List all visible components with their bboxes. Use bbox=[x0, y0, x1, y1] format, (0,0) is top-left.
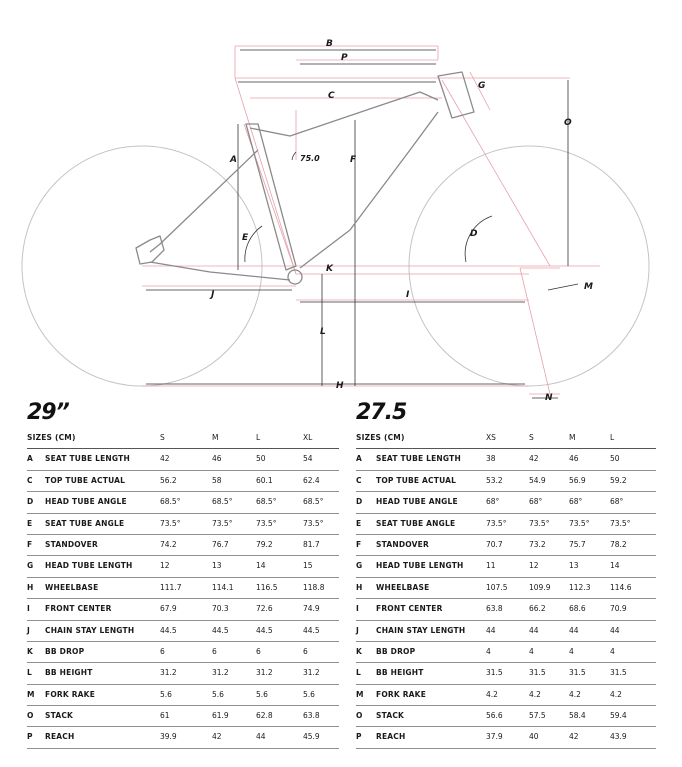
row-value-size-4: 31.5 bbox=[610, 668, 627, 678]
row-value-size-3: 44 bbox=[256, 732, 266, 742]
dimension-letter-labels bbox=[209, 39, 593, 400]
row-value-size-1: 68.5° bbox=[160, 497, 181, 507]
row-code: G bbox=[356, 561, 363, 571]
row-value-size-3: 4.2 bbox=[569, 689, 581, 699]
row-value-size-3: 68.5° bbox=[256, 497, 277, 507]
row-code: L bbox=[27, 668, 32, 678]
row-name: HEAD TUBE LENGTH bbox=[45, 561, 133, 571]
table-row bbox=[356, 642, 656, 663]
row-value-size-4: 114.6 bbox=[610, 582, 632, 592]
header-size-1: S bbox=[160, 433, 165, 442]
row-value-size-2: 70.3 bbox=[212, 604, 229, 614]
table-row bbox=[27, 471, 339, 492]
row-value-size-3: 75.7 bbox=[569, 539, 586, 549]
row-value-size-1: 31.2 bbox=[160, 668, 177, 678]
row-value-size-4: 73.5° bbox=[610, 518, 631, 528]
row-value-size-2: 31.2 bbox=[212, 668, 229, 678]
row-value-size-2: 13 bbox=[212, 561, 222, 571]
table-row bbox=[356, 492, 656, 513]
row-value-size-2: 73.5° bbox=[529, 518, 550, 528]
row-name: TOP TUBE ACTUAL bbox=[376, 475, 457, 485]
svg-text:C: C bbox=[328, 91, 335, 101]
table-row bbox=[27, 727, 339, 748]
table-header-row bbox=[27, 428, 339, 449]
row-code: K bbox=[356, 646, 362, 656]
row-name: STACK bbox=[376, 711, 405, 721]
header-size-3: L bbox=[256, 433, 261, 442]
table-row bbox=[356, 449, 656, 470]
row-value-size-3: 31.5 bbox=[569, 668, 586, 678]
row-value-size-4: 31.2 bbox=[303, 668, 320, 678]
row-value-size-4: 44 bbox=[610, 625, 620, 635]
row-name: TOP TUBE ACTUAL bbox=[45, 475, 126, 485]
row-value-size-4: 59.2 bbox=[610, 475, 627, 485]
row-code: E bbox=[356, 518, 362, 528]
row-value-size-3: 60.1 bbox=[256, 475, 273, 485]
row-code: C bbox=[356, 475, 362, 485]
row-value-size-4: 118.8 bbox=[303, 582, 325, 592]
table-row bbox=[356, 535, 656, 556]
table-row bbox=[356, 663, 656, 684]
row-value-size-4: 68.5° bbox=[303, 497, 324, 507]
dimension-lines bbox=[142, 46, 600, 394]
row-value-size-4: 78.2 bbox=[610, 539, 627, 549]
table-row bbox=[356, 578, 656, 599]
row-value-size-2: 58 bbox=[212, 475, 222, 485]
row-value-size-2: 12 bbox=[529, 561, 539, 571]
seat-angle-label: 75.0 bbox=[300, 154, 320, 163]
row-value-size-1: 38 bbox=[486, 454, 496, 464]
table-row bbox=[356, 556, 656, 577]
table-row bbox=[27, 514, 339, 535]
row-value-size-1: 44 bbox=[486, 625, 496, 635]
seat-tube bbox=[246, 124, 296, 270]
measure-arrows bbox=[146, 50, 578, 398]
row-value-size-1: 56.2 bbox=[160, 475, 177, 485]
row-name: BB DROP bbox=[376, 646, 416, 656]
rear-dropout bbox=[136, 236, 164, 264]
row-value-size-4: 63.8 bbox=[303, 711, 320, 721]
row-code: F bbox=[356, 539, 362, 549]
row-value-size-4: 74.9 bbox=[303, 604, 320, 614]
row-name: HEAD TUBE LENGTH bbox=[376, 561, 464, 571]
row-value-size-3: 4 bbox=[569, 646, 574, 656]
row-name: FORK RAKE bbox=[376, 689, 427, 699]
row-value-size-3: 6 bbox=[256, 646, 261, 656]
row-code: F bbox=[27, 539, 33, 549]
row-value-size-3: 68° bbox=[569, 497, 583, 507]
row-code: I bbox=[356, 604, 359, 614]
row-value-size-4: 4 bbox=[610, 646, 615, 656]
row-value-size-2: 5.6 bbox=[212, 689, 224, 699]
row-value-size-2: 44.5 bbox=[212, 625, 229, 635]
row-value-size-3: 73.5° bbox=[256, 518, 277, 528]
svg-text:D: D bbox=[470, 229, 478, 239]
row-name: FRONT CENTER bbox=[45, 604, 112, 614]
row-value-size-4: 81.7 bbox=[303, 539, 320, 549]
row-name: SEAT TUBE LENGTH bbox=[45, 454, 130, 464]
table-row bbox=[27, 578, 339, 599]
table-row bbox=[356, 706, 656, 727]
svg-text:O: O bbox=[564, 118, 572, 128]
header-size-4: L bbox=[610, 433, 615, 442]
row-name: REACH bbox=[376, 732, 406, 742]
row-value-size-4: 5.6 bbox=[303, 689, 315, 699]
row-value-size-2: 66.2 bbox=[529, 604, 546, 614]
table-row bbox=[356, 727, 656, 748]
svg-text:A: A bbox=[230, 155, 237, 165]
table-row bbox=[356, 685, 656, 706]
table-row bbox=[27, 535, 339, 556]
row-code: O bbox=[356, 711, 363, 721]
row-value-size-2: 54.9 bbox=[529, 475, 546, 485]
table-row bbox=[27, 492, 339, 513]
row-value-size-4: 62.4 bbox=[303, 475, 320, 485]
header-size-2: S bbox=[529, 433, 534, 442]
row-value-size-1: 12 bbox=[160, 561, 170, 571]
header-sizes: SIZES (CM) bbox=[356, 433, 405, 442]
geometry-table-27-5 bbox=[356, 398, 656, 749]
row-value-size-2: 44 bbox=[529, 625, 539, 635]
row-name: BB DROP bbox=[45, 646, 85, 656]
svg-text:L: L bbox=[320, 327, 326, 337]
row-value-size-2: 4.2 bbox=[529, 689, 541, 699]
table-row bbox=[27, 685, 339, 706]
row-name: STANDOVER bbox=[376, 539, 429, 549]
row-value-size-2: 57.5 bbox=[529, 711, 546, 721]
row-value-size-1: 111.7 bbox=[160, 582, 182, 592]
row-value-size-2: 61.9 bbox=[212, 711, 229, 721]
row-name: STANDOVER bbox=[45, 539, 98, 549]
table-header-row bbox=[356, 428, 656, 449]
row-code: J bbox=[27, 625, 30, 635]
row-value-size-2: 40 bbox=[529, 732, 539, 742]
svg-text:G: G bbox=[478, 81, 486, 91]
row-value-size-2: 68° bbox=[529, 497, 543, 507]
row-value-size-1: 70.7 bbox=[486, 539, 503, 549]
chain-stay bbox=[150, 262, 290, 280]
bike-frame bbox=[136, 72, 474, 284]
header-size-2: M bbox=[212, 433, 219, 442]
row-value-size-2: 42 bbox=[529, 454, 539, 464]
row-value-size-4: 50 bbox=[610, 454, 620, 464]
row-value-size-3: 44.5 bbox=[256, 625, 273, 635]
row-code: D bbox=[27, 497, 34, 507]
top-tube bbox=[250, 92, 438, 136]
row-value-size-3: 116.5 bbox=[256, 582, 278, 592]
row-value-size-4: 14 bbox=[610, 561, 620, 571]
row-name: BB HEIGHT bbox=[376, 668, 424, 678]
row-value-size-4: 45.9 bbox=[303, 732, 320, 742]
row-name: STACK bbox=[45, 711, 74, 721]
row-code: P bbox=[27, 732, 33, 742]
row-value-size-3: 68.6 bbox=[569, 604, 586, 614]
row-value-size-1: 107.5 bbox=[486, 582, 508, 592]
row-value-size-1: 73.5° bbox=[486, 518, 507, 528]
header-size-3: M bbox=[569, 433, 576, 442]
row-name: WHEELBASE bbox=[376, 582, 430, 592]
row-value-size-1: 4.2 bbox=[486, 689, 498, 699]
svg-text:M: M bbox=[584, 282, 593, 292]
row-value-size-3: 46 bbox=[569, 454, 579, 464]
row-value-size-3: 5.6 bbox=[256, 689, 268, 699]
down-tube bbox=[300, 112, 438, 268]
row-value-size-3: 13 bbox=[569, 561, 579, 571]
row-code: K bbox=[27, 646, 33, 656]
row-code: P bbox=[356, 732, 362, 742]
svg-text:P: P bbox=[341, 53, 348, 63]
row-name: SEAT TUBE ANGLE bbox=[45, 518, 125, 528]
row-value-size-2: 73.5° bbox=[212, 518, 233, 528]
row-value-size-4: 15 bbox=[303, 561, 313, 571]
table-row bbox=[27, 599, 339, 620]
geometry-table-29 bbox=[27, 398, 339, 749]
row-code: J bbox=[356, 625, 359, 635]
row-value-size-1: 63.8 bbox=[486, 604, 503, 614]
row-name: SEAT TUBE ANGLE bbox=[376, 518, 456, 528]
table-title-29: 29” bbox=[27, 400, 69, 425]
row-name: FRONT CENTER bbox=[376, 604, 443, 614]
table-row bbox=[27, 642, 339, 663]
table-row bbox=[27, 621, 339, 642]
row-value-size-4: 4.2 bbox=[610, 689, 622, 699]
row-code: M bbox=[27, 689, 35, 699]
svg-text:K: K bbox=[326, 264, 333, 274]
row-value-size-4: 43.9 bbox=[610, 732, 627, 742]
row-value-size-1: 74.2 bbox=[160, 539, 177, 549]
svg-text:E: E bbox=[242, 233, 249, 243]
svg-text:F: F bbox=[350, 155, 357, 165]
row-value-size-1: 53.2 bbox=[486, 475, 503, 485]
row-value-size-3: 31.2 bbox=[256, 668, 273, 678]
row-value-size-3: 72.6 bbox=[256, 604, 273, 614]
row-value-size-2: 68.5° bbox=[212, 497, 233, 507]
table-title-27-5: 27.5 bbox=[356, 400, 407, 425]
row-value-size-1: 39.9 bbox=[160, 732, 177, 742]
row-value-size-2: 4 bbox=[529, 646, 534, 656]
header-size-1: XS bbox=[486, 433, 496, 442]
row-value-size-4: 73.5° bbox=[303, 518, 324, 528]
row-name: BB HEIGHT bbox=[45, 668, 93, 678]
row-code: H bbox=[356, 582, 363, 592]
table-row bbox=[27, 449, 339, 470]
row-value-size-1: 11 bbox=[486, 561, 496, 571]
row-value-size-4: 70.9 bbox=[610, 604, 627, 614]
table-row bbox=[27, 663, 339, 684]
table-row bbox=[356, 514, 656, 535]
row-value-size-2: 73.2 bbox=[529, 539, 546, 549]
row-code: M bbox=[356, 689, 364, 699]
row-code: E bbox=[27, 518, 33, 528]
row-code: O bbox=[27, 711, 34, 721]
svg-text:I: I bbox=[406, 290, 410, 300]
row-name: CHAIN STAY LENGTH bbox=[45, 625, 135, 635]
row-value-size-3: 42 bbox=[569, 732, 579, 742]
row-value-size-1: 68° bbox=[486, 497, 500, 507]
svg-text:N: N bbox=[545, 393, 553, 400]
row-value-size-3: 73.5° bbox=[569, 518, 590, 528]
row-code: D bbox=[356, 497, 363, 507]
row-value-size-4: 54 bbox=[303, 454, 313, 464]
table-row bbox=[356, 599, 656, 620]
row-name: WHEELBASE bbox=[45, 582, 99, 592]
row-name: SEAT TUBE LENGTH bbox=[376, 454, 461, 464]
row-value-size-2: 109.9 bbox=[529, 582, 551, 592]
row-value-size-4: 6 bbox=[303, 646, 308, 656]
header-size-4: XL bbox=[303, 433, 313, 442]
row-name: REACH bbox=[45, 732, 75, 742]
head-tube bbox=[438, 72, 474, 118]
row-name: CHAIN STAY LENGTH bbox=[376, 625, 466, 635]
row-value-size-3: 44 bbox=[569, 625, 579, 635]
row-value-size-3: 79.2 bbox=[256, 539, 273, 549]
row-value-size-1: 37.9 bbox=[486, 732, 503, 742]
row-value-size-1: 44.5 bbox=[160, 625, 177, 635]
row-value-size-1: 6 bbox=[160, 646, 165, 656]
row-code: C bbox=[27, 475, 33, 485]
table-row bbox=[27, 706, 339, 727]
row-code: L bbox=[356, 668, 361, 678]
row-value-size-1: 4 bbox=[486, 646, 491, 656]
row-value-size-3: 50 bbox=[256, 454, 266, 464]
row-value-size-2: 46 bbox=[212, 454, 222, 464]
row-name: FORK RAKE bbox=[45, 689, 96, 699]
row-code: I bbox=[27, 604, 30, 614]
row-value-size-3: 58.4 bbox=[569, 711, 586, 721]
row-value-size-1: 67.9 bbox=[160, 604, 177, 614]
row-value-size-4: 68° bbox=[610, 497, 624, 507]
row-value-size-2: 6 bbox=[212, 646, 217, 656]
row-value-size-1: 31.5 bbox=[486, 668, 503, 678]
row-value-size-1: 5.6 bbox=[160, 689, 172, 699]
row-code: A bbox=[356, 454, 362, 464]
row-code: A bbox=[27, 454, 33, 464]
row-value-size-2: 42 bbox=[212, 732, 222, 742]
row-value-size-2: 114.1 bbox=[212, 582, 234, 592]
row-code: G bbox=[27, 561, 34, 571]
row-value-size-4: 44.5 bbox=[303, 625, 320, 635]
svg-text:H: H bbox=[336, 381, 344, 391]
row-value-size-2: 31.5 bbox=[529, 668, 546, 678]
row-value-size-3: 56.9 bbox=[569, 475, 586, 485]
table-row bbox=[27, 556, 339, 577]
row-name: HEAD TUBE ANGLE bbox=[45, 497, 127, 507]
row-value-size-3: 112.3 bbox=[569, 582, 591, 592]
row-value-size-3: 62.8 bbox=[256, 711, 273, 721]
row-value-size-1: 73.5° bbox=[160, 518, 181, 528]
table-row bbox=[356, 471, 656, 492]
row-value-size-1: 56.6 bbox=[486, 711, 503, 721]
row-value-size-2: 76.7 bbox=[212, 539, 229, 549]
svg-text:J: J bbox=[211, 290, 215, 300]
row-value-size-4: 59.4 bbox=[610, 711, 627, 721]
table-row bbox=[356, 621, 656, 642]
row-code: H bbox=[27, 582, 34, 592]
row-name: HEAD TUBE ANGLE bbox=[376, 497, 458, 507]
row-value-size-1: 61 bbox=[160, 711, 170, 721]
header-sizes: SIZES (CM) bbox=[27, 433, 76, 442]
row-value-size-3: 14 bbox=[256, 561, 266, 571]
row-value-size-1: 42 bbox=[160, 454, 170, 464]
svg-text:B: B bbox=[326, 39, 333, 49]
